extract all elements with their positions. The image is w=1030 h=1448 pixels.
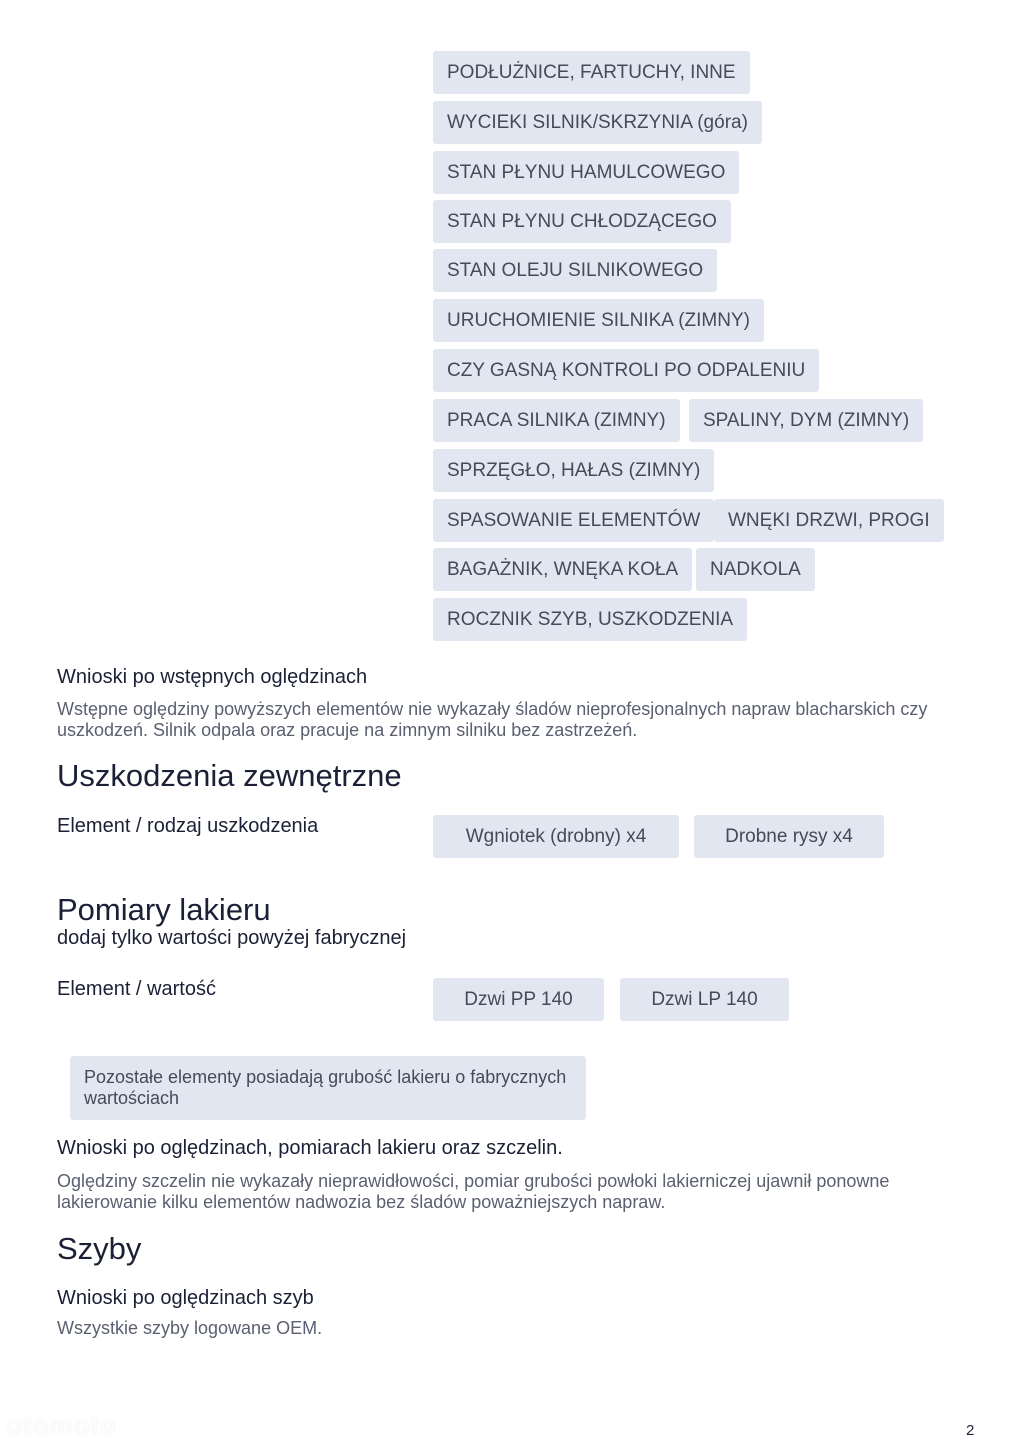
- initial-conclusions-label: Wnioski po wstępnych oględzinach: [57, 666, 368, 688]
- paint-conclusions-text: Oględziny szczelin nie wykazały nieprawidłowości, pomiar grubości powłoki lakierniczej ujawnił ponowne lakierowanie kilku elementów nadwozia bez śladów poważniejszych napraw.: [57, 1171, 890, 1212]
- checklist-chip: SPALINY, DYM (ZIMNY): [689, 399, 923, 442]
- checklist-chip: URUCHOMIENIE SILNIKA (ZIMNY): [433, 299, 764, 342]
- paint-chip: Dzwi PP 140: [433, 978, 604, 1021]
- watermark-logo: otomoto: [6, 1410, 117, 1440]
- paint-heading: Pomiary lakieru: [57, 892, 271, 927]
- external-damage-label: Element / rodzaj uszkodzenia: [57, 815, 319, 837]
- checklist-chip: SPASOWANIE ELEMENTÓW: [433, 499, 714, 542]
- damage-chip: Wgniotek (drobny) x4: [433, 815, 679, 858]
- checklist-chip: STAN PŁYNU HAMULCOWEGO: [433, 151, 739, 194]
- paint-chip: Dzwi LP 140: [620, 978, 789, 1021]
- checklist-chip: WNĘKI DRZWI, PROGI: [714, 499, 944, 542]
- checklist-chip: NADKOLA: [696, 548, 815, 591]
- checklist-chip: WYCIEKI SILNIK/SKRZYNIA (góra): [433, 101, 762, 144]
- checklist-chip: SPRZĘGŁO, HAŁAS (ZIMNY): [433, 449, 714, 492]
- checklist-chip: PRACA SILNIKA (ZIMNY): [433, 399, 680, 442]
- checklist-chip: ROCZNIK SZYB, USZKODZENIA: [433, 598, 747, 641]
- page-number: 2: [966, 1422, 975, 1439]
- checklist-chip: BAGAŻNIK, WNĘKA KOŁA: [433, 548, 692, 591]
- initial-conclusions-text: Wstępne oględziny powyższych elementów nie wykazały śladów nieprofesjonalnych napraw blacharskich czy uszkodzeń. Silnik odpala oraz pracuje na zimnym silniku bez zastrzeżeń.: [57, 699, 928, 740]
- checklist-chip: STAN PŁYNU CHŁODZĄCEGO: [433, 200, 731, 243]
- paint-conclusions-label: Wnioski po oględzinach, pomiarach lakieru oraz szczelin.: [57, 1137, 563, 1159]
- paint-label: Element / wartość: [57, 978, 216, 1000]
- paint-note: Pozostałe elementy posiadają grubość lakieru o fabrycznych wartościach: [70, 1056, 586, 1120]
- glass-heading: Szyby: [57, 1231, 142, 1266]
- checklist-chip: PODŁUŻNICE, FARTUCHY, INNE: [433, 51, 750, 94]
- checklist-chip: CZY GASNĄ KONTROLI PO ODPALENIU: [433, 349, 819, 392]
- checklist-chip: STAN OLEJU SILNIKOWEGO: [433, 249, 717, 292]
- paint-subheading: dodaj tylko wartości powyżej fabrycznej: [57, 927, 407, 949]
- glass-conclusions-label: Wnioski po oględzinach szyb: [57, 1287, 314, 1309]
- damage-chip: Drobne rysy x4: [694, 815, 884, 858]
- glass-conclusions-text: Wszystkie szyby logowane OEM.: [57, 1318, 323, 1338]
- external-damage-heading: Uszkodzenia zewnętrzne: [57, 758, 402, 793]
